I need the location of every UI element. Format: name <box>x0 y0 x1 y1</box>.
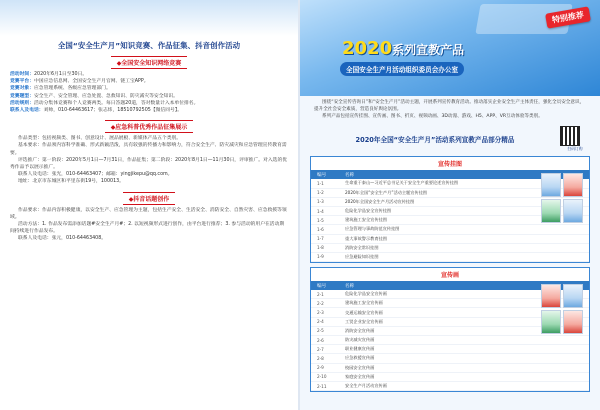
item-id: 2-2 <box>317 300 324 306</box>
col-id-header: 编号 <box>317 172 327 178</box>
item-name: 职业健康宣传画 <box>345 346 375 352</box>
paragraph: 基本要求：作品须内容科学准确、形式新颖活泼，具有较强的传播力和影响力，符合安全生产、防灾减灾和应急管理宣传教育需要。 <box>10 143 287 156</box>
poster-box <box>310 267 590 392</box>
item-name: 建筑施工安全宣传挂图 <box>345 217 387 223</box>
item-name: 消防安全常识挂图 <box>345 244 379 250</box>
info-row <box>10 93 288 100</box>
paragraph: 地址：北京市东城区和平里东街19号，100013。 <box>18 179 124 185</box>
box-title: 宣传画 <box>440 272 459 280</box>
section-douyin-creation <box>10 192 288 243</box>
info-label: 竞赛对象： <box>10 86 34 92</box>
section-title: ◆全国安全知识网络竞赛 <box>111 56 188 69</box>
item-name: 交通运输安全宣传画 <box>345 309 383 315</box>
poster-thumbnail <box>541 199 561 223</box>
hero-title <box>342 38 464 59</box>
table-row <box>311 364 589 373</box>
poster-thumbnail <box>541 284 561 308</box>
paragraph: 作品要求：作品内容积极健康，以安全生产、应急管理为主题，包括生产安全、生活安全、消防安全、自然灾害、应急救援等领域。 <box>10 207 287 220</box>
item-name: 工贸企业安全宣传画 <box>345 318 383 324</box>
catalog-header <box>310 126 590 152</box>
item-id: 2-11 <box>317 383 327 389</box>
info-label: 活动规则： <box>10 100 34 106</box>
item-name: 2020年全国“安全生产月”活动主题宣传挂图 <box>345 189 427 195</box>
info-text: 2020年6月1日至30日。 <box>34 72 88 77</box>
hero-subtitle: 全国安全生产月活动组织委员会办公室 <box>340 62 464 76</box>
item-name: 应急救援宣传画 <box>345 355 375 361</box>
paragraph: 联系人及电话：张光，010-64463407；邮箱：yingjikepu@qq.com。 <box>18 172 173 178</box>
left-page <box>0 0 298 410</box>
table-row <box>311 244 589 253</box>
info-row <box>10 85 288 92</box>
item-name: 重大事故警示教育挂图 <box>345 235 387 241</box>
table-row <box>311 235 589 244</box>
poster-thumbnail <box>541 310 561 334</box>
poster-thumbnail <box>563 310 583 334</box>
section-title: ◆应急科普优秀作品征集展示 <box>105 120 194 133</box>
page-title: 全国“安全生产月”知识竞赛、作品征集、抖音创作活动 <box>57 41 241 50</box>
item-id: 1-8 <box>317 245 324 251</box>
intro-text <box>310 96 590 122</box>
item-id: 2-10 <box>317 374 327 380</box>
item-id: 1-2 <box>317 190 324 196</box>
qr-code-icon[interactable] <box>560 126 580 146</box>
table-row <box>311 225 589 234</box>
item-name: 生命重于泰山—习近平总书记关于安全生产重要论述宣传挂图 <box>345 180 459 186</box>
hero-year: 2020 <box>342 38 393 59</box>
intro-paragraph: 系列产品包括宣传挂图、宣传画、图书、折页、视频动画、3D动漫、游戏、H5、APP、VR互动体验等类别。 <box>322 113 543 119</box>
qr-block[interactable] <box>560 126 590 152</box>
item-name: 建筑施工安全宣传画 <box>345 300 383 306</box>
section-knowledge-contest <box>10 56 288 114</box>
info-row <box>10 107 288 114</box>
info-row <box>10 78 288 85</box>
table-row <box>311 345 589 354</box>
item-id: 2-5 <box>317 328 324 334</box>
info-text: 中国应急信息网、全国安全生产月官网、链工宝APP。 <box>34 79 149 85</box>
poster-thumbnail <box>563 284 583 308</box>
catalog-title: 2020年全国“安全生产月”活动系列宣教产品部分精品 <box>355 136 515 145</box>
section-title: ◆抖音话题创作 <box>123 192 176 205</box>
item-name: 安全生产月活动宣传画 <box>345 383 387 389</box>
paragraph: 活动方法：1. 作品发布需添加话题#安全生产月#；2. 以短视频形式进行创作，由平台进行推荐；3. 参与活动的用户在活动期间持续进行作品发布。 <box>10 222 285 235</box>
col-name-header: 名称 <box>345 172 355 178</box>
poster-thumbnail <box>563 199 583 223</box>
item-id: 2-4 <box>317 319 324 325</box>
hero-banner <box>300 0 600 96</box>
item-id: 1-9 <box>317 254 324 260</box>
paragraphs <box>10 207 288 243</box>
item-id: 1-5 <box>317 217 324 223</box>
item-id: 2-9 <box>317 365 324 371</box>
item-id: 2-7 <box>317 346 324 352</box>
paragraph: 评选推广：第一阶段：2020年5月1日—7月31日，作品征集；第二阶段：2020年8月1日—11月30日，评审推广。对入选的优秀作品予以展示推广。 <box>10 157 288 171</box>
poster-thumbnail <box>541 173 561 197</box>
table-row <box>311 373 589 382</box>
info-rows <box>10 71 288 114</box>
intro-paragraph: 围绕“安全宣传咨询日”和“安全生产月”活动主题，开展系列宣传教育活动。推动落实企业安全生产主体责任，强化全员安全意识，提升全社会安全素质，营造良好舆论氛围。 <box>314 100 585 112</box>
item-id: 2-8 <box>317 355 324 361</box>
item-id: 1-7 <box>317 236 324 242</box>
table-row <box>311 354 589 363</box>
info-label: 竞赛平台： <box>10 79 34 85</box>
paragraph: 作品类型：包括视频类、图书、创意设计、展品展板、新媒体产品五个类别。 <box>18 136 182 142</box>
col-id-header: 编号 <box>317 283 327 289</box>
info-text: 活动分集体竞赛和个人竞赛两类。每日答题20道，答对数量计入本单位排名。 <box>34 100 199 106</box>
info-label: 竞赛题型： <box>10 93 34 99</box>
item-name: 防灾减灾宣传画 <box>345 337 375 343</box>
item-name: 危险化学品安全宣传挂图 <box>345 208 392 214</box>
item-id: 1-3 <box>317 199 324 205</box>
info-text: 安全生产、安全管理、应急处置、急救知识、防灾减灾等安全知识。 <box>34 93 178 99</box>
info-text: 应急管理系统、各级应急管理部门。 <box>34 86 111 92</box>
info-label: 活动时间： <box>10 72 34 77</box>
item-id: 1-1 <box>317 180 324 186</box>
box-title: 宣传挂图 <box>437 161 462 169</box>
item-id: 2-3 <box>317 310 324 316</box>
recommend-badge: 特别推荐 <box>545 6 591 28</box>
wall-chart-box <box>310 156 590 263</box>
info-row <box>10 71 288 78</box>
item-name: 消防安全宣传画 <box>345 327 375 333</box>
poster-thumbnails <box>541 173 585 223</box>
item-name: 应急管理与事故防范宣传挂图 <box>345 226 400 232</box>
info-label: 联系人及电话： <box>10 108 44 114</box>
qr-label: 扫码订购 <box>567 146 583 152</box>
item-id: 2-6 <box>317 337 324 343</box>
item-name: 2020年全国安全生产月活动宣传挂图 <box>345 198 415 204</box>
item-id: 2-1 <box>317 291 324 297</box>
poster-thumbnails <box>541 284 585 334</box>
right-page <box>300 0 600 410</box>
paragraphs <box>10 135 288 185</box>
item-name: 危险化学品安全宣传画 <box>345 291 387 297</box>
paragraph: 联系人及电话：张元，010-64463408。 <box>18 236 107 242</box>
hero-title-text: 系列宣教产品 <box>392 43 465 57</box>
item-id: 1-6 <box>317 226 324 232</box>
left-header-banner <box>0 0 298 36</box>
col-name-header: 名称 <box>345 283 355 289</box>
poster-thumbnail <box>563 173 583 197</box>
info-text: 刘帅，010-64463617；张志炜，18510792505【微信同号】。 <box>43 108 183 114</box>
item-name: 应急避险知识挂图 <box>345 253 379 259</box>
table-row <box>311 382 589 391</box>
table-row <box>311 336 589 345</box>
item-name: 家庭安全宣传画 <box>345 373 375 379</box>
table-row <box>311 253 589 262</box>
item-name: 校园安全宣传画 <box>345 364 375 370</box>
info-row <box>10 100 288 107</box>
section-works-collection <box>10 120 288 185</box>
item-id: 1-4 <box>317 208 324 214</box>
